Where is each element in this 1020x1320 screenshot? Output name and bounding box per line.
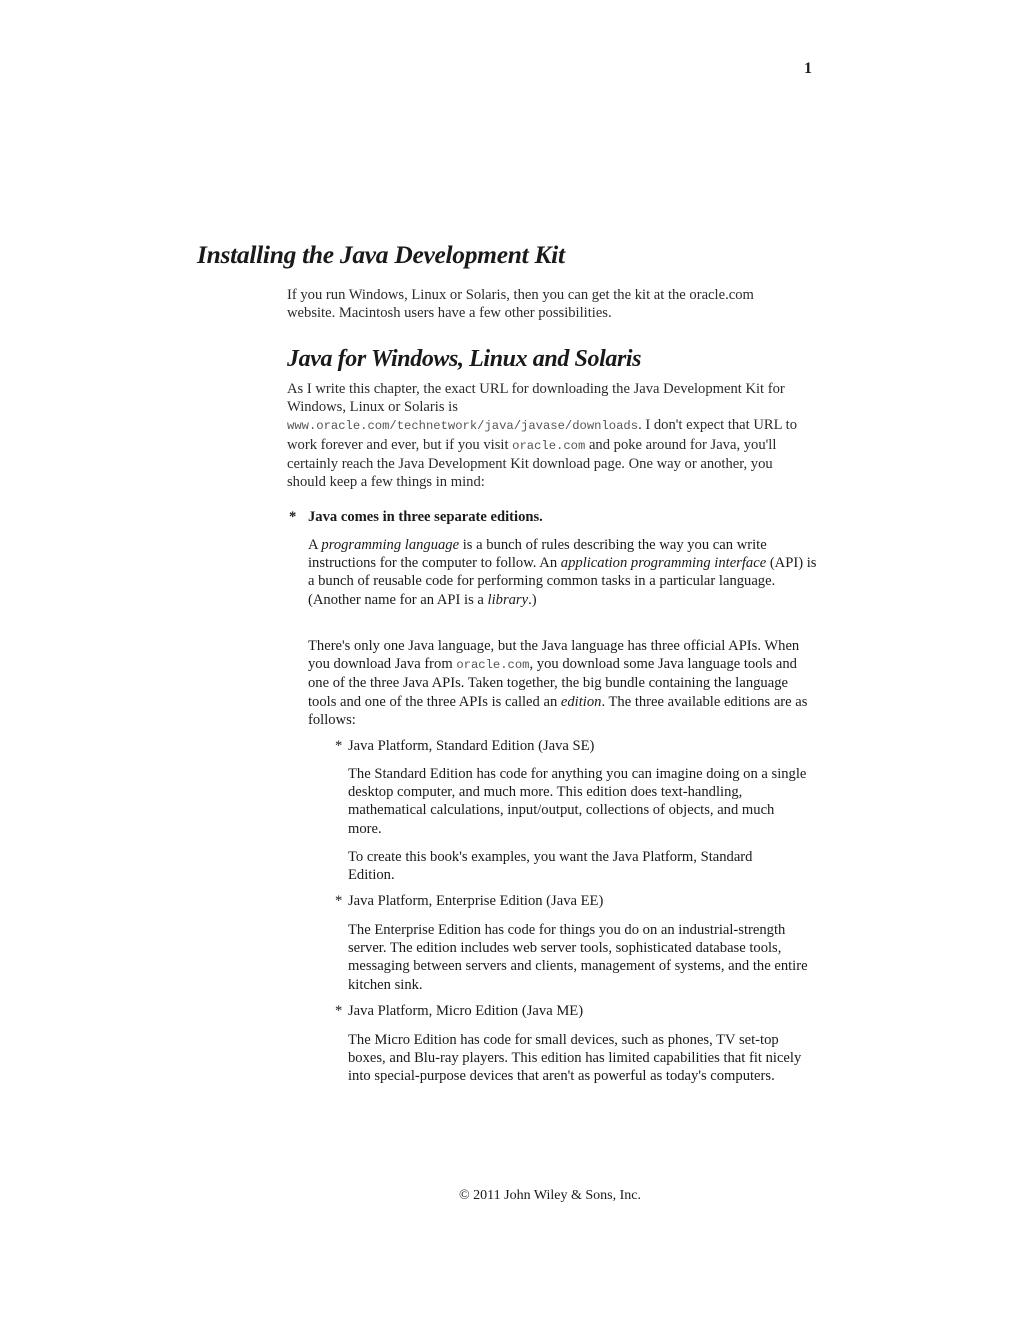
section-text-3: and poke around for Java, you'll certainly reach the Java Development Kit download page. One way or another, you should keep a few things in mind: [287,436,777,491]
bullet-paragraph-2 [308,637,808,729]
bp1-text-b: is a bunch of rules describing the way you can write instructions for the computer to follow. An [308,537,767,572]
page-title: Installing the Java Development Kit [197,240,565,269]
edition-desc-se: The Standard Edition has code for anything you can imagine doing on a single desktop computer, and much more. This edition does text-handling, mathematical calculations, input/output, collections of objects, and much more. [348,766,807,837]
edition-marker: * [335,893,343,909]
term-edition: edition [560,693,602,710]
bp2-text-a: There's only one Java language, but the Java language has three official APIs. When you download Java from [308,638,800,673]
edition-title-me: Java Platform, Micro Edition (Java ME) [348,1003,584,1019]
section-heading: Java for Windows, Linux and Solaris [287,346,642,372]
bullet-title: Java comes in three separate editions. [308,509,543,525]
bp1-text-a: A [308,537,322,553]
term-library: library [487,591,529,608]
section-text-1: As I write this chapter, the exact URL for downloading the Java Development Kit for Windows, Linux or Solaris is [287,381,785,416]
download-url: www.oracle.com/technetwork/java/javase/downloads [287,419,639,434]
oracle-site: oracle.com [512,438,586,453]
edition-desc-me: The Micro Edition has code for small devices, such as phones, TV set-top boxes, and Blu-ray players. This edition has limited capabilities that fit nicely into special-purpose devices that aren't as powerful as today's computers. [348,1032,802,1085]
copyright-footer: © 2011 John Wiley & Sons, Inc. [459,1188,641,1203]
section-paragraph [287,380,812,491]
edition-title-se: Java Platform, Standard Edition (Java SE) [348,738,595,754]
intro-paragraph: If you run Windows, Linux or Solaris, then you can get the kit at the oracle.com website. Macintosh users have a few other possibilities. [287,287,754,322]
term-programming-language: programming language [321,537,460,553]
bp2-text-b: , you download some Java language tools and one of the three Java APIs. Taken together, the big bundle containing the language tools and one of the three APIs is called an [308,656,797,710]
bp2-text-c: . The three available editions are as follows: [308,693,808,728]
edition-desc-ee: The Enterprise Edition has code for things you do on an industrial-strength server. The edition includes web server tools, sophisticated database tools, messaging between servers and clients, management of systems, and the entire kitchen sink. [348,922,808,993]
edition-marker: * [335,1003,343,1019]
section-text-2: . I don't expect that URL to work forever and ever, but if you visit [287,417,797,453]
bp1-text-c: (API) is a bunch of reusable code for performing common tasks in a particular language. (Another name for an API is a [308,555,817,608]
term-api: application programming interface [560,555,767,572]
bullet-paragraph-1 [308,536,818,609]
oracle-site-2: oracle.com [456,658,530,673]
bullet-marker: * [289,509,297,525]
edition-title-ee: Java Platform, Enterprise Edition (Java EE) [348,893,604,909]
page-number: 1 [804,60,812,77]
edition-marker: * [335,738,343,754]
edition-note-se: To create this book's examples, you want the Java Platform, Standard Edition. [348,849,753,884]
bp1-text-d: .) [528,591,537,608]
